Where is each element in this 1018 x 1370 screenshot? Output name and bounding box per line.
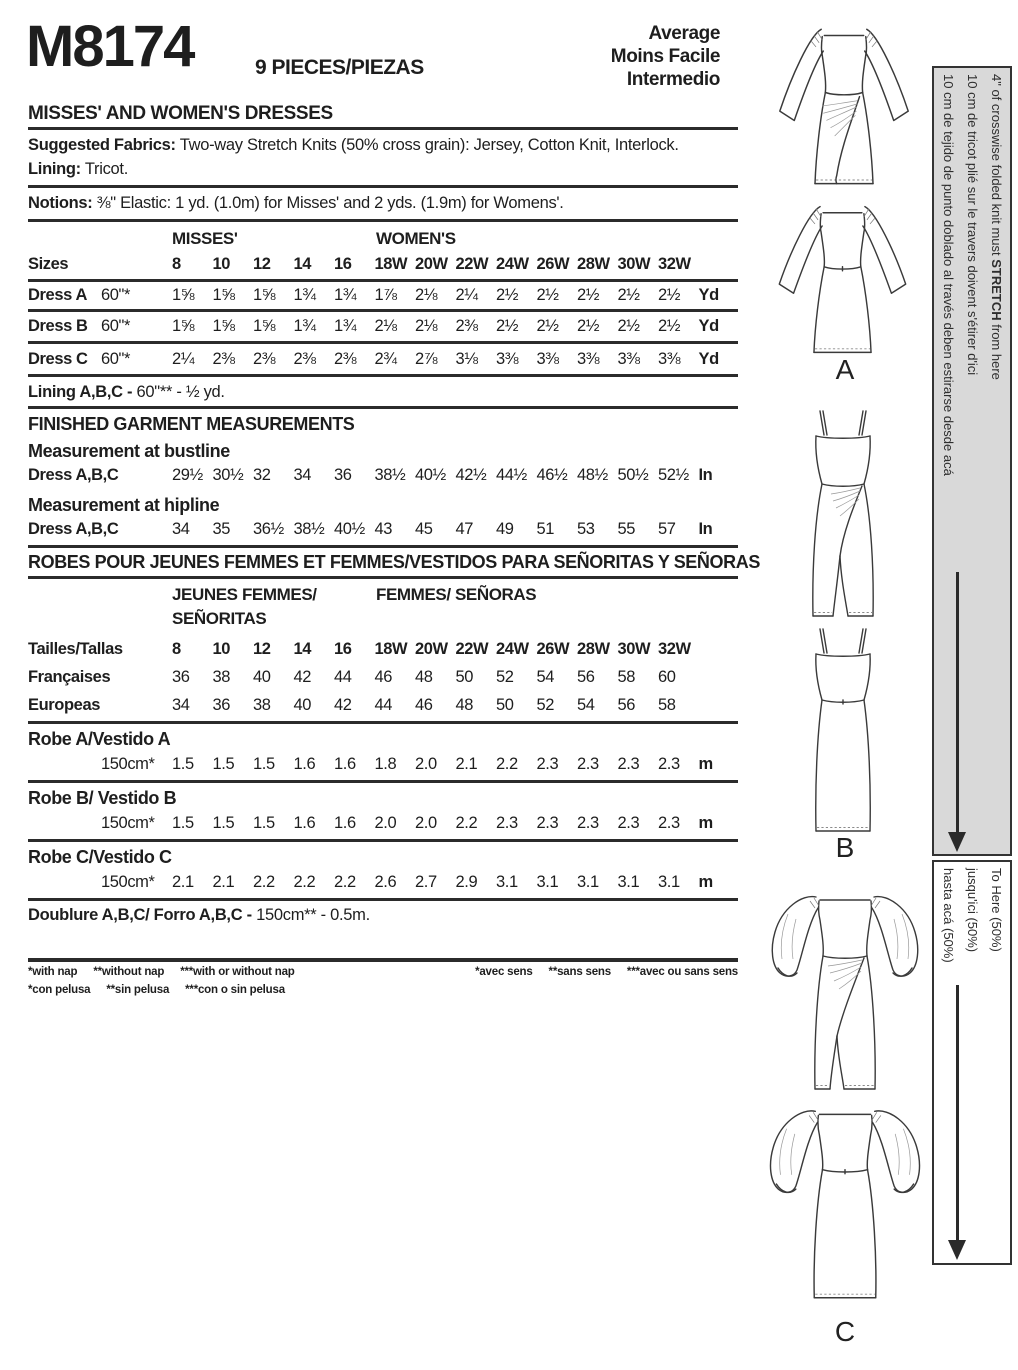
row-label [28, 873, 101, 892]
dress-c-yardage-row [28, 350, 740, 369]
cell-value: 36 [172, 668, 190, 686]
cell-value: 2½ [496, 286, 519, 304]
cell-value: 44 [334, 668, 352, 686]
difficulty-block [520, 22, 720, 91]
row-unit: Yd [698, 286, 719, 304]
row-unit [699, 255, 733, 274]
divider [28, 839, 738, 842]
footnote-item: ***avec ou sans sens [626, 966, 738, 978]
gauge-en-pre: 4" of crosswise folded knit must [989, 74, 1004, 260]
cell-value: 32 [253, 466, 271, 484]
cell-value: 2.3 [617, 755, 640, 773]
cell-value: 1.6 [293, 814, 316, 832]
cell-value: 2½ [536, 286, 559, 304]
lining-label: Lining: [28, 160, 81, 178]
hipline-row [28, 520, 740, 539]
cell-value: 2½ [617, 286, 640, 304]
robe-a-label: Robe A/Vestido A [28, 729, 171, 749]
dress-c-back-illustration [764, 1098, 926, 1308]
cell-value: 43 [374, 520, 393, 538]
cell-value: 30½ [212, 466, 244, 484]
footnote-item: *with nap [28, 966, 78, 978]
cell-value: 26W [536, 640, 570, 658]
cell-value: 26W [536, 255, 570, 273]
cell-value: 8 [172, 640, 181, 658]
cell-value: 56 [577, 668, 595, 686]
cell-value: 60 [658, 668, 676, 686]
dress-b-back-illustration [780, 626, 906, 838]
cell-value: 2⅜ [455, 317, 478, 335]
view-c-label: C [834, 1316, 856, 1347]
pieces-count: 9 PIECES/PIEZAS [255, 56, 424, 79]
robe-b-metric-row [28, 814, 740, 833]
cell-value: 2¾ [374, 350, 397, 368]
cell-value: 3⅜ [658, 350, 681, 368]
cell-value: 12 [253, 640, 271, 658]
row-fabric-width [101, 668, 172, 687]
row-fabric-width [101, 640, 172, 659]
cell-value: 30W [617, 255, 651, 273]
cell-value: 32W [658, 255, 691, 273]
to-here-line-english: To Here (50%) [989, 868, 1004, 952]
robe-c-label: Robe C/Vestido C [28, 847, 172, 867]
cell-value: 36½ [253, 520, 284, 538]
row-label: Françaises [28, 668, 111, 686]
cell-value: 44 [374, 696, 393, 714]
cell-value: 2.0 [415, 814, 437, 832]
cell-value: 14 [293, 640, 312, 658]
suggested-fabrics-text: Two-way Stretch Knits (50% cross grain): Jersey, Cotton Knit, Interlock. [175, 136, 679, 154]
cell-value: 1.5 [212, 814, 235, 832]
cell-value: 58 [658, 696, 676, 714]
cell-value: 2⅜ [253, 350, 276, 368]
cell-value: 2.3 [496, 814, 518, 832]
cell-value: 42½ [455, 466, 487, 484]
cell-value: 1⅝ [172, 317, 195, 335]
divider [28, 219, 738, 222]
divider [28, 780, 738, 783]
cell-value: 1.6 [293, 755, 316, 773]
cell-value: 2.3 [658, 755, 680, 773]
bustline-label: Measurement at bustline [28, 441, 230, 461]
row-label: Europeas [28, 696, 100, 714]
cell-value: 2¼ [172, 350, 195, 368]
footnote-item: **sin pelusa [106, 984, 170, 996]
cell-value: 29½ [172, 466, 203, 484]
jeunes-femmes-header-line2: SEÑORITAS [172, 609, 267, 628]
lining-text: Tricot. [80, 160, 128, 178]
row-unit: Yd [698, 350, 719, 368]
doublure-label: Doublure A,B,C/ Forro A,B,C - [28, 906, 252, 924]
stretch-gauge-line-english [984, 74, 1008, 848]
row-fabric-width [101, 520, 172, 539]
cell-value: 50 [455, 668, 474, 686]
cell-value: 2.6 [374, 873, 397, 891]
cell-value: 18W [374, 255, 408, 273]
cell-value: 1.5 [172, 814, 194, 832]
cell-value: 53 [577, 520, 595, 538]
cell-value: 34 [172, 696, 190, 714]
cell-value: 2⅞ [415, 350, 438, 368]
row-label: Dress C [28, 350, 88, 368]
cell-value: 2½ [496, 317, 519, 335]
cell-value: 56 [617, 696, 636, 714]
lining-note-label: Lining A,B,C - [28, 383, 133, 401]
to-here-line-french: jusqu'ici (50%) [965, 868, 980, 953]
cell-value: 2.2 [253, 873, 275, 891]
row-label: Dress A,B,C [28, 520, 119, 538]
footnote-item: *con pelusa [28, 984, 91, 996]
cell-value: 2½ [577, 317, 600, 335]
cell-value: 1.5 [253, 755, 275, 773]
cell-value: 2⅜ [334, 350, 357, 368]
row-fabric-width: 150cm* [101, 755, 155, 773]
row-label: Dress B [28, 317, 88, 335]
row-unit: m [698, 814, 713, 832]
stretch-gauge-down-arrow-icon [948, 572, 966, 852]
cell-value: 34 [172, 520, 190, 538]
cell-value: 2½ [536, 317, 559, 335]
cell-value: 36 [212, 696, 231, 714]
cell-value: 51 [536, 520, 555, 538]
divider [28, 721, 738, 724]
cell-value: 50 [496, 696, 514, 714]
cell-value: 12 [253, 255, 271, 273]
cell-value: 42 [293, 668, 312, 686]
cell-value: 48 [415, 668, 433, 686]
cell-value: 3.1 [577, 873, 599, 891]
cell-value: 2.0 [374, 814, 397, 832]
cell-value: 2⅜ [212, 350, 235, 368]
cell-value: 38½ [374, 466, 406, 484]
cell-value: 2.3 [658, 814, 680, 832]
divider [28, 576, 738, 579]
cell-value: 3⅜ [577, 350, 600, 368]
view-b-label: B [835, 832, 855, 863]
notions-line [28, 194, 740, 213]
footnote-item: ***with or without nap [180, 966, 295, 978]
cell-value: 2.2 [334, 873, 356, 891]
cell-value: 49 [496, 520, 514, 538]
cell-value: 1⅝ [253, 317, 276, 335]
to-here-down-arrow-icon [948, 985, 966, 1260]
cell-value: 2½ [617, 317, 640, 335]
cell-value: 47 [455, 520, 474, 538]
cell-value: 52 [536, 696, 555, 714]
cell-value: 2⅛ [374, 317, 397, 335]
cell-value: 2.3 [536, 814, 559, 832]
footnote-item: **without nap [93, 966, 165, 978]
cell-value: 22W [455, 640, 489, 658]
cell-value: 40 [293, 696, 312, 714]
gauge-en-post: from here [989, 320, 1004, 380]
cell-value: 2¼ [455, 286, 478, 304]
dress-a-yardage-row [28, 286, 740, 305]
cell-value: 3.1 [536, 873, 559, 891]
row-fabric-width: 60"* [101, 317, 131, 335]
cell-value: 42 [334, 696, 352, 714]
cell-value: 36 [334, 466, 352, 484]
cell-value: 16 [334, 255, 352, 273]
cell-value: 46 [415, 696, 433, 714]
cell-value: 40½ [415, 466, 446, 484]
femmes-senoras-header: FEMMES/ SEÑORAS [376, 585, 537, 604]
cell-value: 1⅝ [212, 317, 235, 335]
cell-value: 48½ [577, 466, 608, 484]
cell-value: 1.5 [253, 814, 275, 832]
to-here-line-spanish: hasta acá (50%) [941, 868, 956, 963]
difficulty-fr: Moins Facile [610, 46, 720, 67]
row-fabric-width [101, 466, 172, 485]
row-label: Sizes [28, 255, 69, 273]
tailles-row [28, 640, 740, 659]
misses-group-header: MISSES' [172, 229, 238, 248]
footnotes-french [470, 966, 738, 978]
cell-value: 1.5 [172, 755, 194, 773]
footnote-item: ***con o sin pelusa [185, 984, 285, 996]
cell-value: 2½ [658, 286, 681, 304]
cell-value: 2.3 [577, 755, 599, 773]
cell-value: 52 [496, 668, 514, 686]
difficulty-en: Average [648, 23, 720, 44]
cell-value: 2.0 [415, 755, 437, 773]
row-unit: m [698, 873, 713, 891]
footnote-item: **sans sens [548, 966, 611, 978]
dress-a-front-illustration [766, 20, 922, 194]
divider [28, 279, 738, 282]
hipline-label: Measurement at hipline [28, 495, 220, 515]
view-a-label: A [835, 354, 855, 385]
dress-b-front-illustration [780, 408, 906, 626]
cell-value: 2⅛ [415, 317, 438, 335]
cell-value: 50½ [617, 466, 649, 484]
cell-value: 34 [293, 466, 312, 484]
cell-value: 1⅞ [374, 286, 397, 304]
divider [28, 374, 738, 377]
cell-value: 2.3 [536, 755, 559, 773]
lining-yardage-note [28, 383, 740, 402]
row-label: Dress A,B,C [28, 466, 119, 484]
row-fabric-width [101, 696, 172, 715]
cell-value: 1¾ [293, 286, 316, 304]
row-unit [699, 668, 733, 687]
cell-value: 45 [415, 520, 433, 538]
cell-value: 48 [455, 696, 474, 714]
document-title: MISSES' AND WOMEN'S DRESSES [28, 103, 333, 124]
row-label: Dress A [28, 286, 87, 304]
cell-value: 24W [496, 640, 529, 658]
cell-value: 22W [455, 255, 489, 273]
cell-value: 2.1 [212, 873, 235, 891]
notions-label: Notions: [28, 194, 93, 212]
divider [28, 898, 738, 901]
cell-value: 40 [253, 668, 271, 686]
cell-value: 10 [212, 640, 231, 658]
cell-value: 38½ [293, 520, 325, 538]
row-label: Tailles/Tallas [28, 640, 123, 658]
divider [28, 545, 738, 548]
cell-value: 1.6 [334, 814, 356, 832]
cell-value: 1⅝ [172, 286, 195, 304]
metric-section-title: ROBES POUR JEUNES FEMMES ET FEMMES/VESTIDOS PARA SEÑORITAS Y SEÑORAS [28, 552, 760, 572]
cell-value: 1⅝ [253, 286, 276, 304]
doublure-line [28, 906, 740, 925]
dress-c-front-illustration [764, 884, 926, 1102]
lining-note-text: 60"** - ½ yd. [132, 383, 225, 401]
cell-value: 3.1 [658, 873, 680, 891]
cell-value: 2⅛ [415, 286, 438, 304]
cell-value: 57 [658, 520, 676, 538]
cell-value: 20W [415, 640, 448, 658]
dress-a-back-illustration [764, 196, 922, 362]
cell-value: 44½ [496, 466, 527, 484]
row-label [28, 755, 101, 774]
divider [28, 185, 738, 188]
cell-value: 2½ [658, 317, 681, 335]
sizes-row [28, 255, 740, 274]
row-label [28, 814, 101, 833]
doublure-text: 150cm** - 0.5m. [251, 906, 370, 924]
cell-value: 58 [617, 668, 636, 686]
cell-value: 54 [536, 668, 555, 686]
cell-value: 2.2 [496, 755, 518, 773]
cell-value: 32W [658, 640, 691, 658]
cell-value: 55 [617, 520, 636, 538]
cell-value: 28W [577, 255, 610, 273]
cell-value: 2.7 [415, 873, 437, 891]
suggested-fabrics-line [28, 136, 740, 155]
cell-value: 46 [374, 668, 393, 686]
cell-value: 2.3 [577, 814, 599, 832]
row-fabric-width: 60"* [101, 350, 131, 368]
cell-value: 38 [253, 696, 271, 714]
cell-value: 8 [172, 255, 181, 273]
footnote-item: *avec sens [475, 966, 533, 978]
divider [28, 341, 738, 344]
row-unit: m [698, 755, 713, 773]
robe-b-label: Robe B/ Vestido B [28, 788, 177, 808]
pattern-number: M8174 [26, 14, 194, 79]
cell-value: 2.1 [455, 755, 478, 773]
row-unit [699, 640, 733, 659]
row-unit: In [698, 466, 713, 484]
cell-value: 3⅜ [536, 350, 559, 368]
row-fabric-width [101, 255, 172, 274]
cell-value: 18W [374, 640, 408, 658]
cell-value: 3.1 [496, 873, 518, 891]
row-fabric-width: 150cm* [101, 873, 155, 891]
finished-measurements-title: FINISHED GARMENT MEASUREMENTS [28, 414, 355, 434]
cell-value: 10 [212, 255, 231, 273]
footnotes-spanish [28, 984, 285, 996]
footnotes-english [28, 966, 295, 978]
cell-value: 2.1 [172, 873, 194, 891]
stretch-gauge-lower-box [932, 860, 1012, 1265]
francaises-row [28, 668, 740, 687]
cell-value: 1.5 [212, 755, 235, 773]
cell-value: 3⅛ [455, 350, 478, 368]
cell-value: 2.9 [455, 873, 478, 891]
gauge-en-stretch: STRETCH [989, 259, 1004, 321]
lining-line [28, 160, 740, 179]
cell-value: 2⅜ [293, 350, 316, 368]
stretch-gauge-line-french: 10 cm de tricot plié sur le travers doivent s'étirer d'ici [965, 74, 980, 376]
cell-value: 3⅜ [617, 350, 640, 368]
row-fabric-width: 60"* [101, 286, 131, 304]
cell-value: 3⅜ [496, 350, 519, 368]
cell-value: 46½ [536, 466, 568, 484]
dress-b-yardage-row [28, 317, 740, 336]
cell-value: 1.6 [334, 755, 356, 773]
robe-a-metric-row [28, 755, 740, 774]
divider [28, 127, 738, 130]
divider [28, 406, 738, 409]
cell-value: 3.1 [617, 873, 640, 891]
bustline-row [28, 466, 740, 485]
cell-value: 2.3 [617, 814, 640, 832]
row-fabric-width: 150cm* [101, 814, 155, 832]
cell-value: 35 [212, 520, 231, 538]
stretch-gauge-line-spanish: 10 cm de tejido de punto doblado al través deben estirarse desde acá [941, 74, 956, 476]
cell-value: 24W [496, 255, 529, 273]
cell-value: 2½ [577, 286, 600, 304]
cell-value: 1¾ [334, 317, 357, 335]
divider [28, 309, 738, 312]
notions-text: ⅜" Elastic: 1 yd. (1.0m) for Misses' and 2 yds. (1.9m) for Womens'. [92, 194, 564, 212]
row-unit [699, 696, 733, 715]
cell-value: 16 [334, 640, 352, 658]
robe-c-metric-row [28, 873, 740, 892]
cell-value: 52½ [658, 466, 689, 484]
jeunes-femmes-header-line1: JEUNES FEMMES/ [172, 585, 317, 604]
womens-group-header: WOMEN'S [376, 229, 456, 248]
cell-value: 38 [212, 668, 231, 686]
stretch-gauge-upper-box [932, 66, 1012, 856]
cell-value: 1.8 [374, 755, 397, 773]
divider [28, 958, 738, 962]
suggested-fabrics-label: Suggested Fabrics: [28, 136, 176, 154]
cell-value: 40½ [334, 520, 365, 538]
cell-value: 2.2 [455, 814, 478, 832]
difficulty-es: Intermedio [626, 69, 720, 90]
row-unit: Yd [698, 317, 719, 335]
cell-value: 1⅝ [212, 286, 235, 304]
row-unit: In [698, 520, 713, 538]
europeas-row [28, 696, 740, 715]
cell-value: 14 [293, 255, 312, 273]
cell-value: 1¾ [334, 286, 357, 304]
cell-value: 28W [577, 640, 610, 658]
cell-value: 1¾ [293, 317, 316, 335]
cell-value: 20W [415, 255, 448, 273]
cell-value: 30W [617, 640, 651, 658]
cell-value: 2.2 [293, 873, 316, 891]
cell-value: 54 [577, 696, 595, 714]
